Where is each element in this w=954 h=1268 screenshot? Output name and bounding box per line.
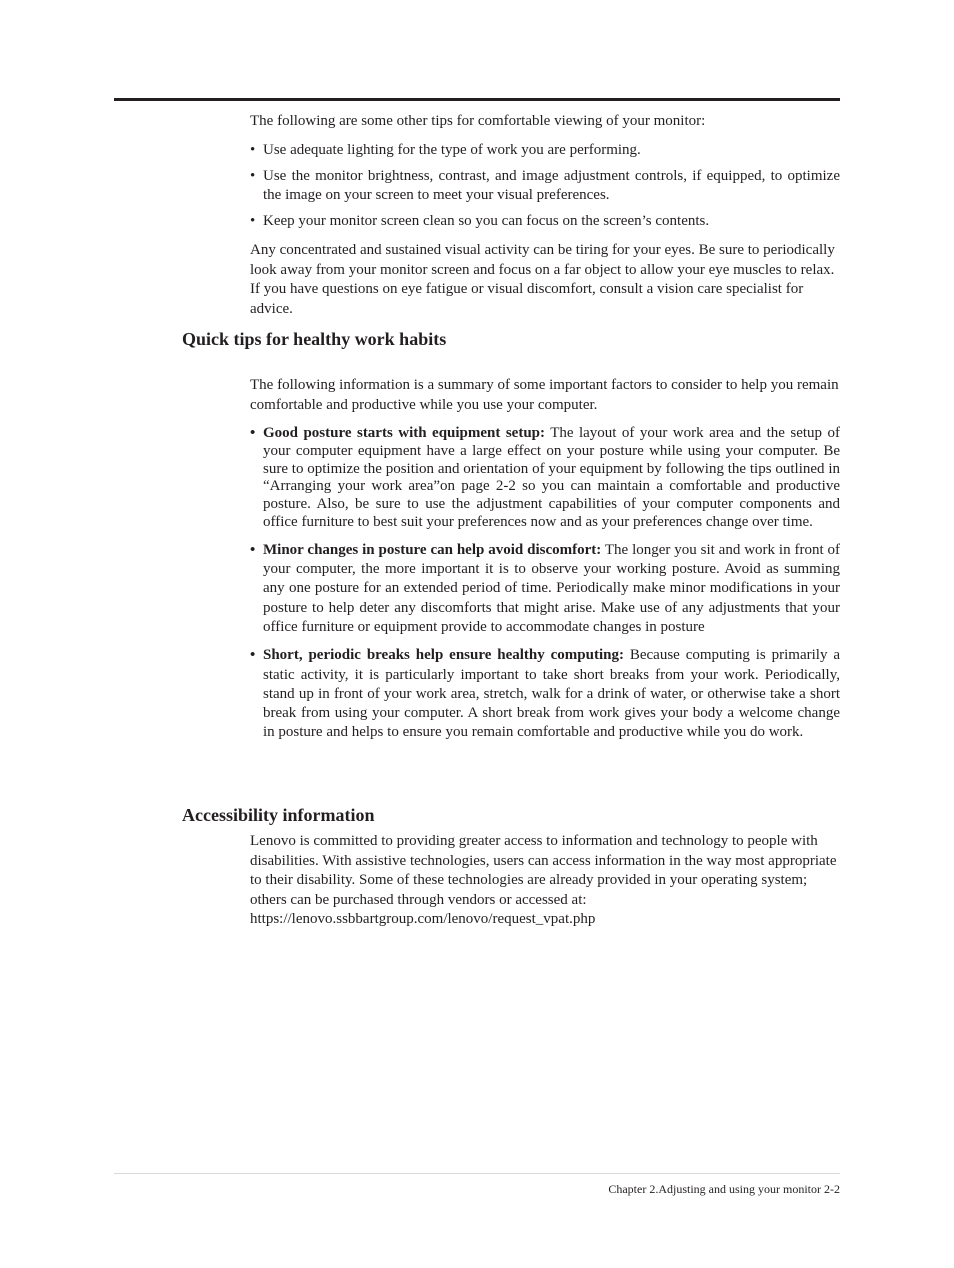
list-item: • Use the monitor brightness, contrast, and image adjustment controls, if equipped, to optimize the image on your screen to meet your visual preferences. xyxy=(250,168,840,203)
eye-fatigue-paragraph: Any concentrated and sustained visual activity can be tiring for your eyes. Be sure to periodically look away from your monitor screen and focus on a far object to allow your eye muscles to relax. If you have questions on eye fatigue or visual discomfort, consult a vision care specialist for advice. xyxy=(250,242,835,317)
accessibility-paragraph: Lenovo is committed to providing greater access to information and technology to people with disabilities. With assistive technologies, users can access information in the way most appropriate to their disability. Some of these technologies are already provided in your operating system; others can be purchased through vendors or accessed at: xyxy=(250,833,837,908)
footer-rule xyxy=(114,1173,840,1174)
list-item: • Use adequate lighting for the type of work you are performing. xyxy=(250,142,641,158)
bullet-icon: • xyxy=(250,213,256,229)
work-habits-intro: The following information is a summary of some important factors to consider to help you remain comfortable and productive while you use your computer. xyxy=(250,377,839,413)
accessibility-url[interactable]: https://lenovo.ssbbartgroup.com/lenovo/request_vpat.php xyxy=(250,911,596,927)
work-habits-list xyxy=(250,425,840,743)
viewing-tips-list xyxy=(250,141,840,230)
item-title: Good posture starts with equipment setup: xyxy=(263,425,546,441)
work-habits-section xyxy=(250,376,840,743)
section-heading-accessibility: Accessibility information xyxy=(182,805,375,825)
bullet-icon: • xyxy=(250,647,256,664)
list-item: • Keep your monitor screen clean so you can focus on the screen’s contents. xyxy=(250,213,710,229)
item-body: The layout of your work area and the setup of your computer equipment have a large effect on your posture while using your computer. Be sure to optimize the position and orientation of your equipment by following the tips outlined in “Arranging your work area”on page 2-2 so you can maintain a comfortable and productive posture. Also, be sure to use the adjustment capabilities of your computer components and office furniture to best suit your preferences now and as your preferences change over time. xyxy=(263,425,841,530)
list-item xyxy=(250,646,840,742)
bullet-icon: • xyxy=(250,425,256,441)
list-item xyxy=(250,425,840,532)
bullet-icon: • xyxy=(250,142,256,158)
bullet-icon: • xyxy=(250,541,256,558)
item-title: Short, periodic breaks help ensure healthy computing: xyxy=(263,647,624,664)
header-rule xyxy=(114,98,840,101)
viewing-tips-intro: The following are some other tips for comfortable viewing of your monitor: xyxy=(250,113,706,129)
list-item xyxy=(250,541,840,637)
bullet-icon: • xyxy=(250,168,256,184)
viewing-tips-section xyxy=(250,112,840,319)
accessibility-section xyxy=(250,832,840,930)
item-title: Minor changes in posture can help avoid discomfort: xyxy=(263,541,602,558)
page-footer: Chapter 2.Adjusting and using your monitor 2-2 xyxy=(608,1182,840,1196)
item-body: The longer you sit and work in front of your computer, the more important it is to observe your working posture. Avoid as summing any one posture for an extended period of time. Periodically make minor modifications in your posture to help deter any discomforts that might arise. Make use of any adjustments that your office furniture or equipment provide to accommodate changes in posture xyxy=(263,541,840,635)
section-heading-work-habits: Quick tips for healthy work habits xyxy=(182,329,447,349)
item-body: Because computing is primarily a static activity, it is particularly important to take short breaks from your work. Periodically, stand up in front of your work area, stretch, walk for a drink of water, or otherwise take a short break from using your computer. A short break from work gives your body a welcome change in posture and helps to ensure you remain comfortable and productive while you do work. xyxy=(263,647,840,741)
